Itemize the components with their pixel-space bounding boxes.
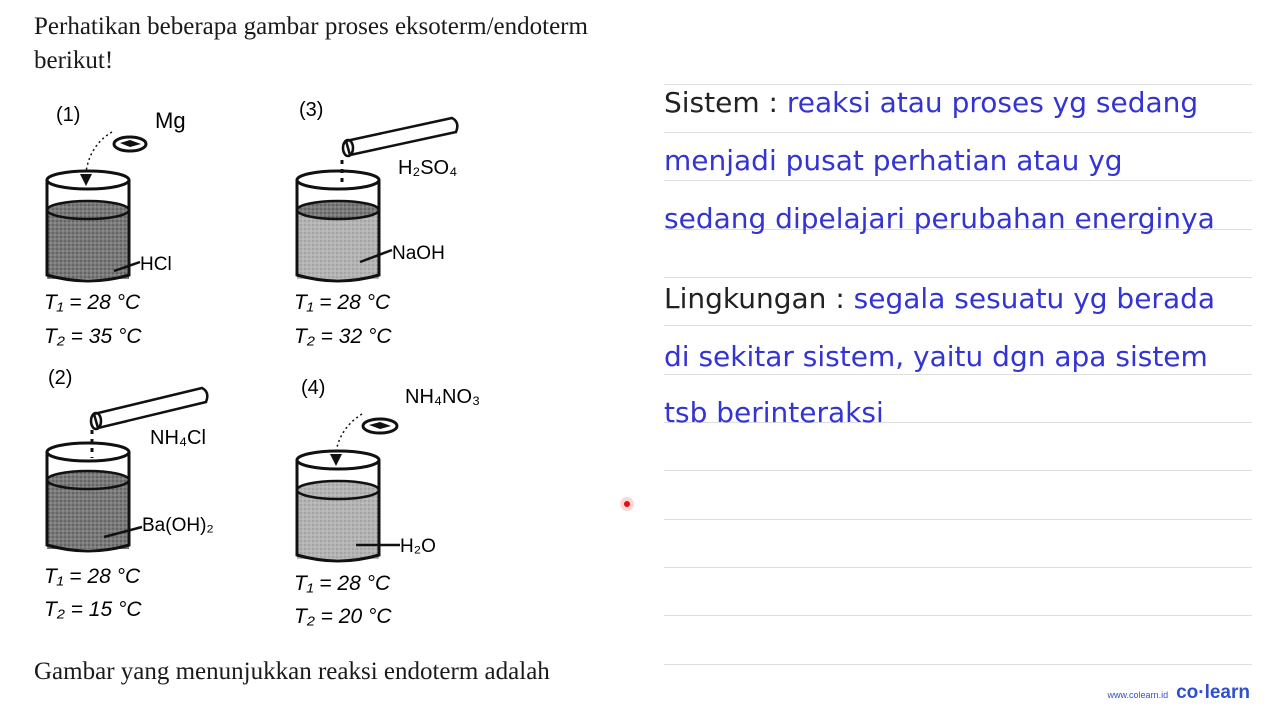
crystal-pellet-icon: [363, 419, 397, 433]
note-lingkungan-line-1: [664, 282, 1264, 315]
rule-line: [664, 567, 1252, 568]
figure-4-t2: T₂ = 20 °C: [294, 605, 392, 628]
rule-line: [664, 615, 1252, 616]
beaker-3: [297, 171, 379, 281]
brand-url: www.colearn.id: [1107, 690, 1169, 700]
figures-panel: [0, 0, 660, 650]
lingkungan-text-3: tsb berinteraksi: [664, 396, 884, 429]
figure-4-liquid: H₂O: [400, 536, 436, 557]
drop-arrow-icon: [330, 454, 342, 466]
lingkungan-label: Lingkungan :: [664, 282, 845, 315]
figure-4-t1: T₁ = 28 °C: [294, 572, 391, 595]
figure-2-reagent: NH₄Cl: [150, 427, 206, 449]
sistem-text-2: menjadi pusat perhatian atau yg: [664, 144, 1123, 177]
note-sistem-line-3: [664, 202, 1264, 235]
note-lingkungan-line-3: [664, 396, 1264, 429]
rule-line: [664, 664, 1252, 665]
lingkungan-text-1: segala sesuatu yg berada: [853, 282, 1216, 315]
figure-3-t1: T₁ = 28 °C: [294, 291, 391, 314]
question-intro: Perhatikan beberapa gambar proses eksoterm/endoterm berikut!: [34, 13, 588, 74]
rule-line: [664, 180, 1252, 181]
figure-3-t2: T₂ = 32 °C: [294, 325, 392, 348]
brand-footer: [1108, 682, 1250, 704]
figure-1-t1: T₁ = 28 °C: [44, 291, 141, 314]
figure-1-liquid: HCl: [140, 254, 172, 275]
figure-2-t2: T₂ = 15 °C: [44, 598, 142, 621]
sistem-text-1: reaksi atau proses yg sedang: [786, 86, 1199, 119]
sistem-label: Sistem :: [664, 86, 778, 119]
rule-line: [664, 325, 1252, 326]
test-tube-icon: [91, 388, 207, 429]
figure-2-liquid: Ba(OH)₂: [142, 515, 214, 536]
figure-2-number: (2): [48, 367, 73, 389]
colearn-logo: co·learn: [1176, 682, 1250, 703]
rule-line: [664, 470, 1252, 471]
rule-line: [664, 84, 1252, 85]
note-sistem-line-2: [664, 144, 1264, 177]
figure-4-reagent: NH₄NO₃: [405, 386, 481, 408]
rule-line: [664, 519, 1252, 520]
rule-line: [664, 277, 1252, 278]
magnesium-pellet-icon: [114, 137, 146, 151]
lingkungan-text-2: di sekitar sistem, yaitu dgn apa sistem: [664, 340, 1208, 373]
beaker-1: [47, 171, 129, 281]
drop-arrow-icon: [80, 174, 92, 186]
figure-2-t1: T₁ = 28 °C: [44, 565, 141, 588]
figure-4: [294, 377, 480, 628]
figure-3-liquid: NaOH: [392, 243, 445, 264]
pointer-cursor-icon: [620, 497, 634, 511]
figure-3: [294, 99, 457, 348]
figure-1-t2: T₂ = 35 °C: [44, 325, 142, 348]
note-sistem-line-1: [664, 86, 1264, 119]
rule-line: [664, 132, 1252, 133]
figure-2: [44, 367, 214, 621]
drop-path-line: [336, 414, 362, 452]
figure-3-reagent: H₂SO₄: [398, 157, 458, 179]
figure-3-number: (3): [299, 99, 324, 121]
figure-1: [44, 104, 186, 348]
figure-1-reagent: Mg: [155, 108, 186, 133]
note-lingkungan-line-2: [664, 340, 1264, 373]
test-tube-icon: [343, 118, 457, 156]
drop-path-line: [86, 132, 112, 172]
figure-1-number: (1): [56, 104, 81, 126]
question-closing: Gambar yang menunjukkan reaksi endoterm adalah: [34, 658, 550, 685]
figure-4-number: (4): [301, 377, 326, 399]
rule-line: [664, 374, 1252, 375]
sistem-text-3: sedang dipelajari perubahan energinya: [664, 202, 1215, 235]
